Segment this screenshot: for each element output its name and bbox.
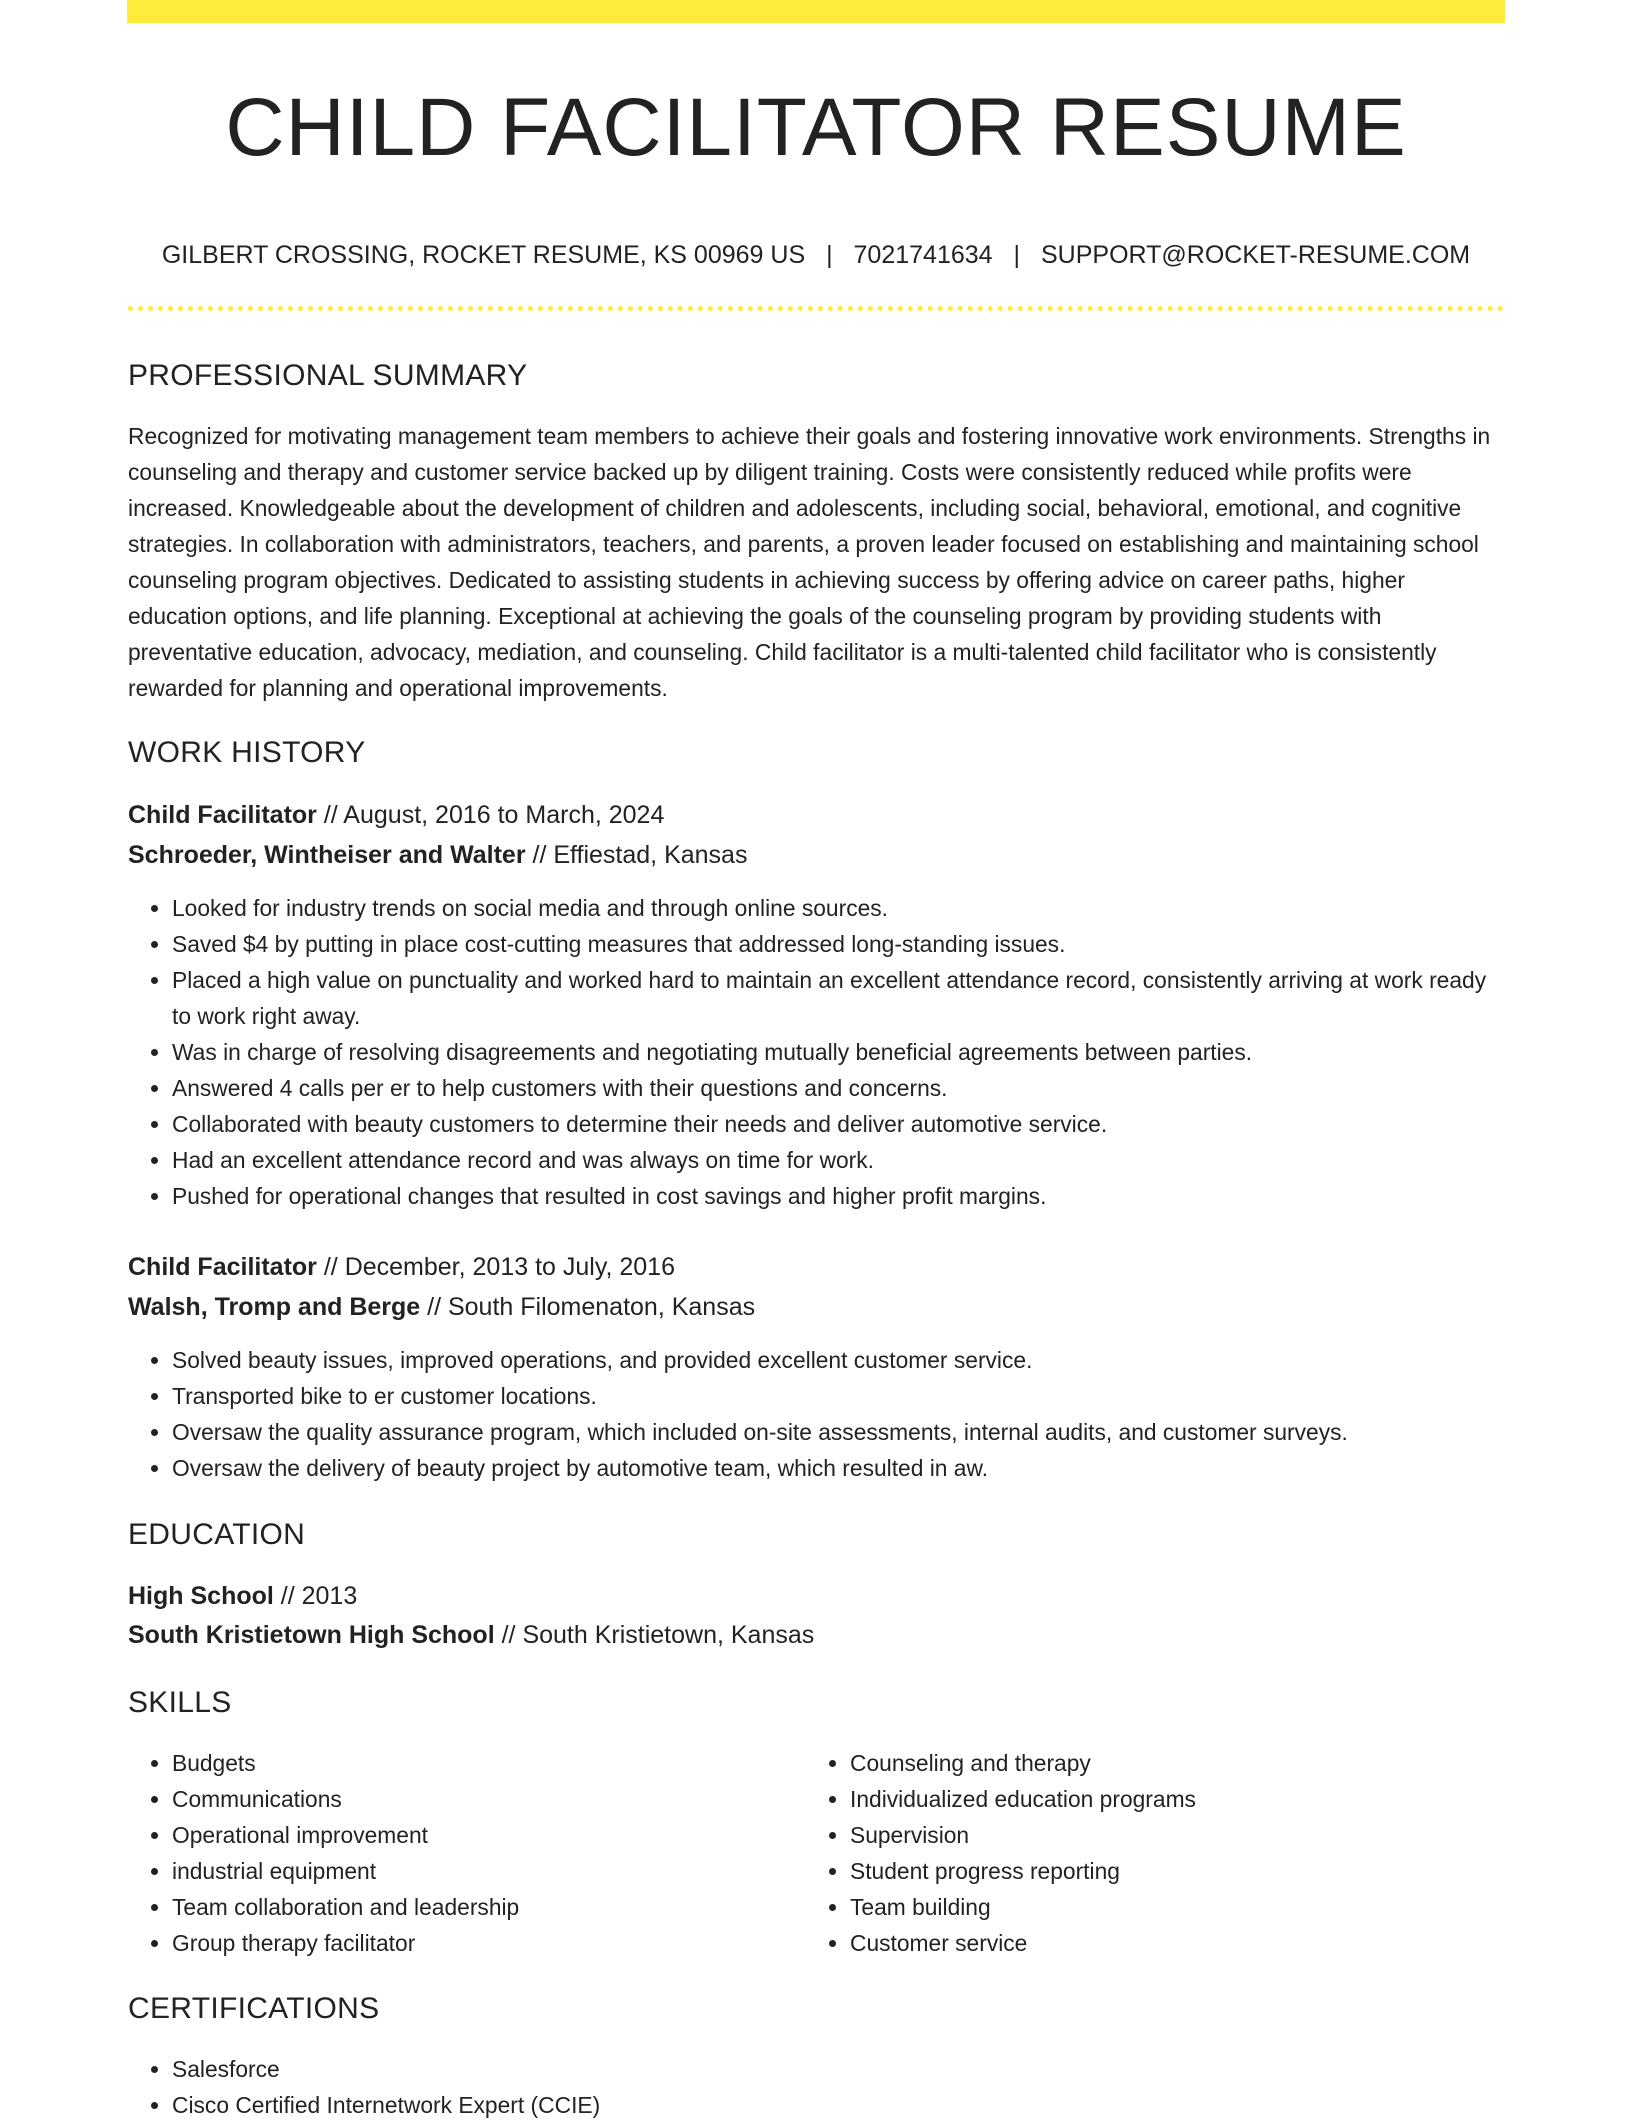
list-item: • Saved $4 by putting in place cost-cutting measures that addressed long-standing issues. (172, 926, 1504, 962)
contact-line (128, 238, 1504, 272)
skill-item: • Budgets (172, 1745, 802, 1781)
list-item: • Placed a high value on punctuality and worked hard to maintain an excellent attendance record, consistently arriving at work ready to work right away. (172, 962, 1504, 1034)
job-2-title: Child Facilitator (128, 1253, 317, 1281)
job-1-company-line (128, 837, 747, 873)
education-year: // 2013 (273, 1582, 358, 1610)
list-item: • Oversaw the quality assurance program, which included on-site assessments, internal audits, and customer surveys. (172, 1414, 1504, 1450)
skill-item: • Supervision (850, 1817, 1480, 1853)
skill-item: • Group therapy facilitator (172, 1925, 802, 1961)
job-2-bullets (128, 1342, 1504, 1486)
list-item: • Collaborated with beauty customers to determine their needs and deliver automotive service. (172, 1106, 1504, 1142)
top-accent-bar (127, 0, 1505, 23)
contact-separator: | (826, 241, 833, 269)
resume-title: CHILD FACILITATOR RESUME (225, 82, 1407, 173)
job-2-title-line (128, 1249, 675, 1285)
job-2-location: // South Filomenaton, Kansas (420, 1293, 756, 1321)
list-item: • Had an excellent attendance record and was always on time for work. (172, 1142, 1504, 1178)
job-2-company-line (128, 1289, 755, 1325)
job-2-company: Walsh, Tromp and Berge (128, 1293, 421, 1321)
education-degree: High School (128, 1582, 274, 1610)
job-1-title: Child Facilitator (128, 801, 317, 829)
education-school-line (128, 1617, 814, 1653)
skill-item: • Communications (172, 1781, 802, 1817)
job-2-dates: // December, 2013 to July, 2016 (316, 1253, 675, 1281)
certification-item: • Cisco Certified Internetwork Expert (CCIE) (172, 2087, 1504, 2123)
list-item: • Was in charge of resolving disagreements and negotiating mutually beneficial agreements between parties. (172, 1034, 1504, 1070)
education-degree-line (128, 1578, 357, 1614)
contact-phone[interactable]: 7021741634 (853, 241, 993, 269)
skill-item: • Team building (850, 1889, 1480, 1925)
contact-separator: | (1013, 241, 1021, 269)
job-1-title-line (128, 797, 664, 833)
education-location: // South Kristietown, Kansas (494, 1621, 815, 1649)
work-history-heading: WORK HISTORY (128, 736, 366, 769)
header-divider (128, 306, 1504, 311)
skill-item: • Customer service (850, 1925, 1480, 1961)
certifications-list (128, 2051, 1504, 2123)
skills-right-column (806, 1745, 1480, 1961)
job-1-bullets (128, 890, 1504, 1214)
job-1-location: // Effiestad, Kansas (525, 841, 748, 869)
skills-heading: SKILLS (128, 1686, 232, 1719)
summary-heading: PROFESSIONAL SUMMARY (128, 359, 528, 392)
contact-email[interactable]: SUPPORT@ROCKET-RESUME.COM (1040, 241, 1471, 269)
certifications-heading: CERTIFICATIONS (128, 1992, 380, 2025)
education-heading: EDUCATION (128, 1518, 306, 1551)
skill-item: • Team collaboration and leadership (172, 1889, 802, 1925)
job-1-company: Schroeder, Wintheiser and Walter (128, 841, 526, 869)
list-item: • Solved beauty issues, improved operations, and provided excellent customer service. (172, 1342, 1504, 1378)
certification-item: • Salesforce (172, 2051, 1504, 2087)
skill-item: • industrial equipment (172, 1853, 802, 1889)
summary-text: Recognized for motivating management team members to achieve their goals and fostering innovative work environments. Strengths in counseling and therapy and customer service backed up by diligent training. Costs were consistently reduced while profits were increased. Knowledgeable about the development of children and adolescents, including social, behavioral, emotional, and cognitive strategies. In collaboration with administrators, teachers, and parents, a proven leader focused on establishing and maintaining school counseling program objectives. Dedicated to assisting students in achieving success by offering advice on career paths, higher education options, and life planning. Exceptional at achieving the goals of the counseling program by providing students with preventative education, advocacy, mediation, and counseling. Child facilitator is a multi-talented child facilitator who is consistently rewarded for planning and operational improvements. (128, 423, 1491, 701)
skills-left-column (128, 1745, 802, 1961)
list-item: • Answered 4 calls per er to help customers with their questions and concerns. (172, 1070, 1504, 1106)
list-item: • Transported bike to er customer locations. (172, 1378, 1504, 1414)
list-item: • Pushed for operational changes that resulted in cost savings and higher profit margins. (172, 1178, 1504, 1214)
skill-item: • Individualized education programs (850, 1781, 1480, 1817)
job-1-dates: // August, 2016 to March, 2024 (316, 801, 665, 829)
contact-address: GILBERT CROSSING, ROCKET RESUME, KS 00969 US (161, 241, 806, 269)
skill-item: • Counseling and therapy (850, 1745, 1480, 1781)
list-item: • Looked for industry trends on social media and through online sources. (172, 890, 1504, 926)
list-item: • Oversaw the delivery of beauty project by automotive team, which resulted in aw. (172, 1450, 1504, 1486)
skill-item: • Operational improvement (172, 1817, 802, 1853)
education-school: South Kristietown High School (128, 1621, 495, 1649)
skill-item: • Student progress reporting (850, 1853, 1480, 1889)
